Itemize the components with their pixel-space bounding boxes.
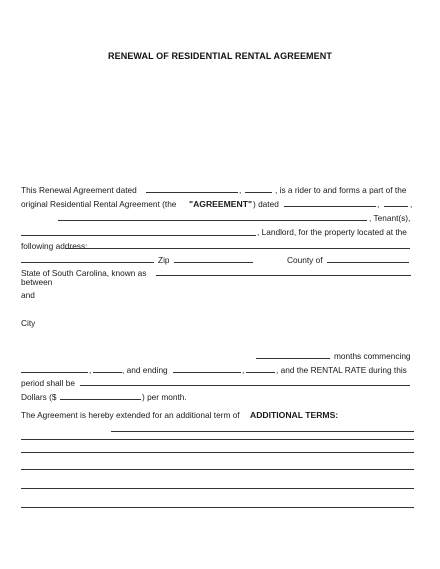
and-text: and [21, 290, 35, 300]
original-agreement-text: original Residential Rental Agreement (the [21, 199, 177, 209]
street-blank[interactable] [21, 262, 154, 263]
comma-text: , [239, 185, 242, 195]
landlord-text: , Landlord, for the property located at the [257, 227, 407, 237]
terms-line-3[interactable] [21, 469, 414, 470]
agreement-label: "AGREEMENT" [189, 199, 253, 209]
original-year-blank[interactable] [384, 206, 408, 207]
months-blank[interactable] [256, 358, 330, 359]
comma-text-3: , [410, 199, 413, 209]
comma-text-4: , [89, 365, 92, 375]
county-label: County of [287, 255, 323, 265]
and-ending-text: , and ending [122, 365, 168, 375]
rental-rate-text: , and the RENTAL RATE during this [276, 365, 407, 375]
dated-text: ) dated [253, 199, 279, 209]
zip-blank[interactable] [174, 262, 253, 263]
terms-line-1[interactable] [21, 439, 414, 440]
months-commencing-text: months commencing [334, 351, 411, 361]
county-blank[interactable] [327, 262, 409, 263]
rental-amount-words-blank[interactable] [80, 385, 410, 386]
renewal-year-blank[interactable] [245, 192, 272, 193]
commence-date-blank[interactable] [21, 372, 88, 373]
additional-terms-heading: ADDITIONAL TERMS: [250, 410, 339, 420]
terms-line-5[interactable] [21, 507, 414, 508]
known-as-blank[interactable] [156, 275, 411, 276]
additional-term-blank[interactable] [111, 431, 414, 432]
terms-line-4[interactable] [21, 488, 414, 489]
period-text: period shall be [21, 378, 75, 388]
following-address-label: following address: [21, 241, 88, 251]
extended-text: The Agreement is hereby extended for an additional term of [21, 410, 240, 420]
ending-date-blank[interactable] [173, 372, 241, 373]
renewal-date-blank[interactable] [146, 192, 238, 193]
commence-year-blank[interactable] [93, 372, 122, 373]
ending-year-blank[interactable] [246, 372, 275, 373]
rental-amount-blank[interactable] [60, 399, 141, 400]
state-text: State of South Carolina, known as [21, 268, 147, 278]
between-text: between [21, 277, 53, 287]
zip-label: Zip [158, 255, 170, 265]
original-date-blank[interactable] [284, 206, 376, 207]
renewal-dated-label: This Renewal Agreement dated [21, 185, 137, 195]
dollars-text: Dollars ($ [21, 392, 57, 402]
document-title: RENEWAL OF RESIDENTIAL RENTAL AGREEMENT [108, 51, 332, 61]
address-blank[interactable] [65, 248, 410, 249]
landlord-name-blank[interactable] [21, 235, 256, 236]
city-text: City [21, 318, 36, 328]
comma-text-2: , [377, 199, 380, 209]
terms-line-2[interactable] [21, 452, 414, 453]
comma-text-5: , [242, 365, 245, 375]
rider-text: , is a rider to and forms a part of the [275, 185, 407, 195]
tenants-text: , Tenant(s), [369, 213, 411, 223]
tenant-name-blank[interactable] [58, 220, 367, 221]
per-month-text: ) per month. [142, 392, 187, 402]
